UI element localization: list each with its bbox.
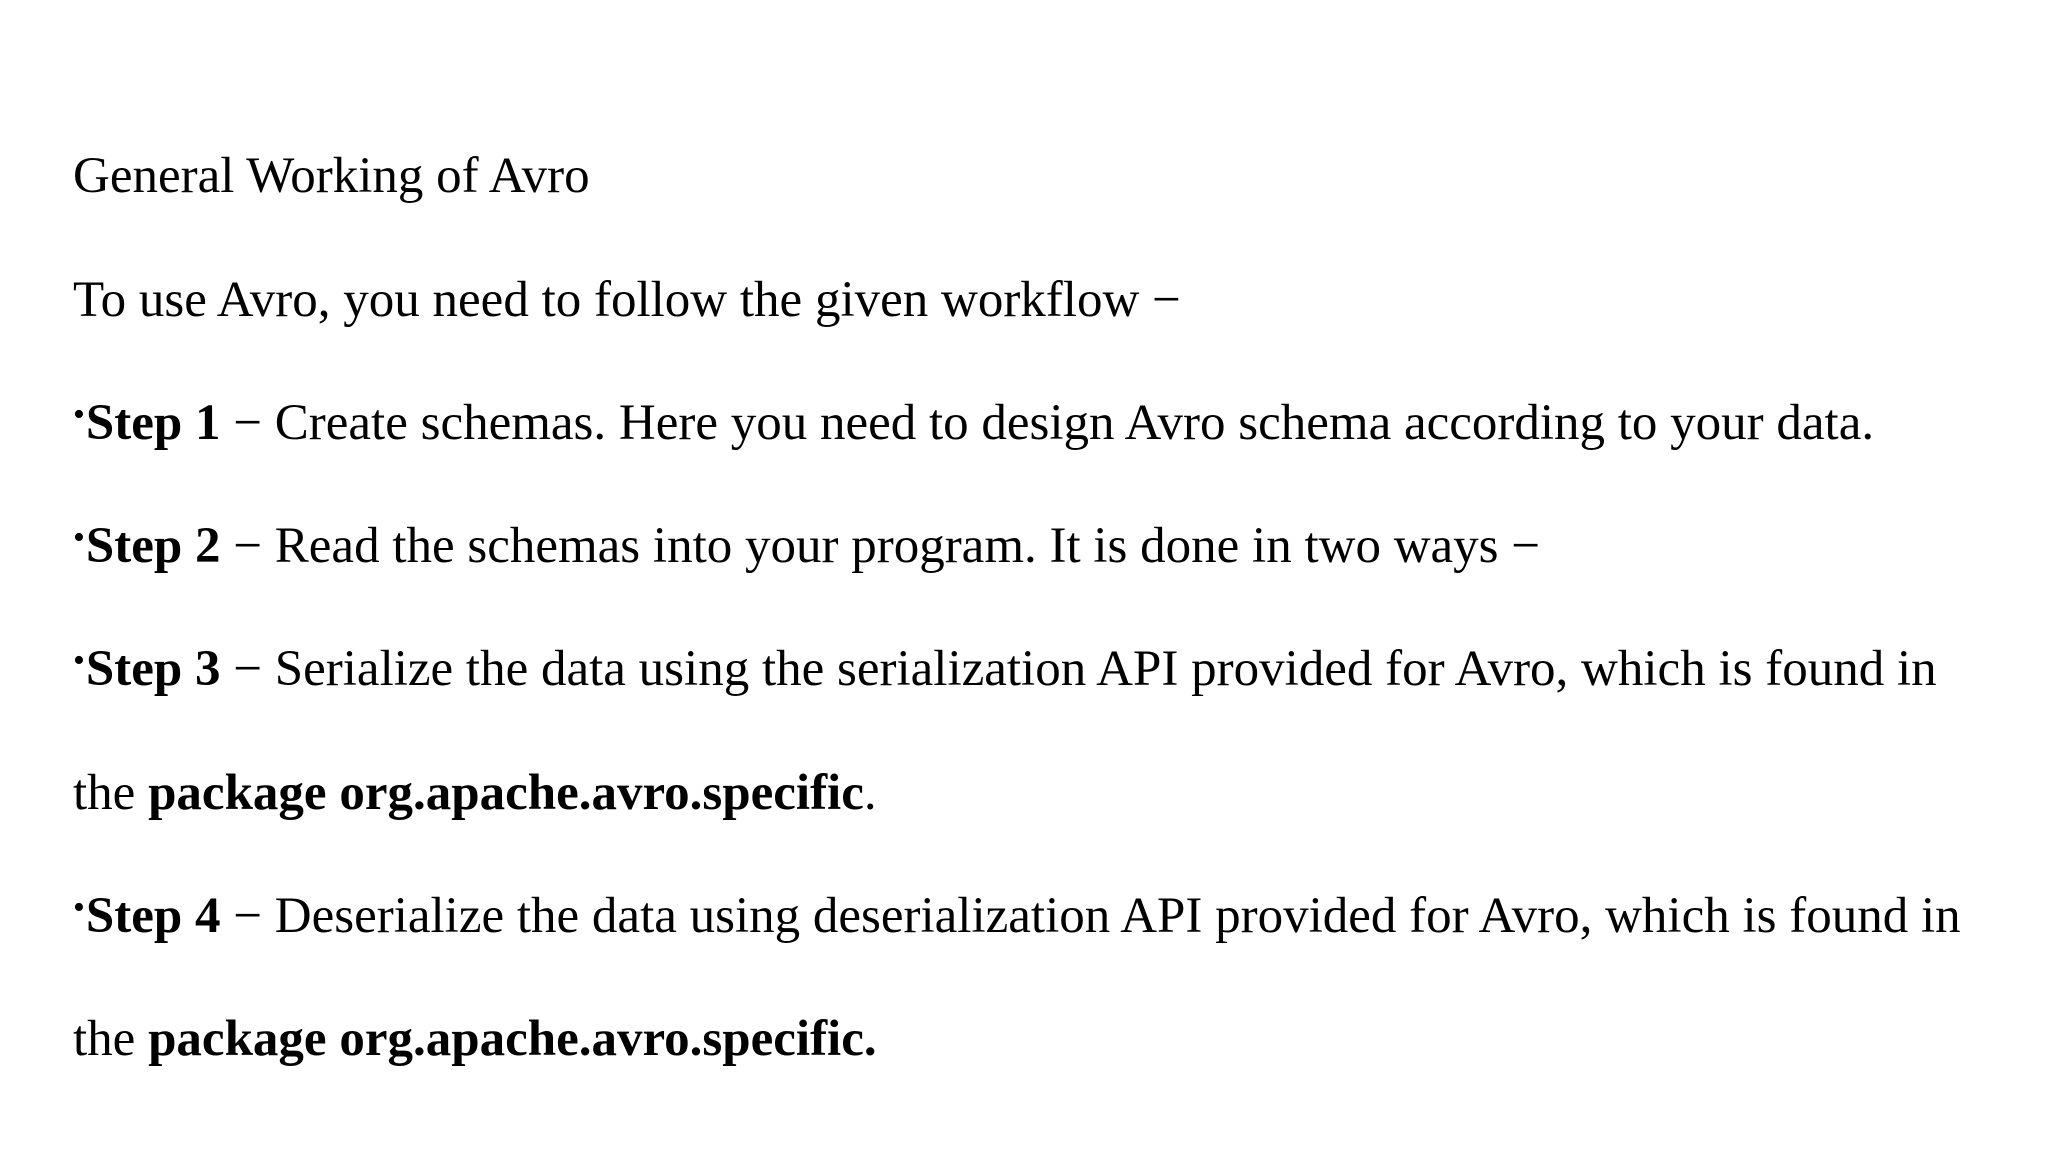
step-3-text: − Serialize the data using the serialization API provided for Avro, which is found in	[220, 641, 1937, 697]
slide-title: General Working of Avro	[73, 148, 590, 204]
bullet-icon: •	[73, 519, 85, 556]
step-1-text: − Create schemas. Here you need to design Avro schema according to your data.	[220, 395, 1875, 451]
bullet-icon: •	[73, 396, 85, 433]
step-4-label: Step 4	[85, 888, 221, 944]
step-3-cont-suffix: .	[863, 765, 877, 821]
step-4-text: − Deserialize the data using deserialization API provided for Avro, which is found in	[220, 888, 1961, 944]
step-3-package-name: package org.apache.avro.specific	[148, 765, 864, 821]
bullet-icon: •	[73, 889, 85, 926]
intro-text: To use Avro, you need to follow the given workflow −	[73, 272, 1181, 328]
step-4-cont-prefix: the	[73, 1011, 149, 1067]
step-4-package-name: package org.apache.avro.specific.	[148, 1011, 877, 1067]
step-1-item	[73, 393, 1874, 459]
step-3-cont-prefix: the	[73, 765, 149, 821]
step-2-item	[73, 516, 1540, 582]
step-4-item	[73, 886, 1961, 952]
bullet-icon: •	[73, 642, 85, 679]
step-3-label: Step 3	[85, 641, 221, 697]
step-3-item	[73, 639, 1937, 705]
step-1-label: Step 1	[85, 395, 221, 451]
step-2-text: − Read the schemas into your program. It is done in two ways −	[220, 518, 1541, 574]
step-4-continuation	[73, 1009, 877, 1069]
step-2-label: Step 2	[85, 518, 221, 574]
step-3-continuation	[73, 763, 877, 823]
